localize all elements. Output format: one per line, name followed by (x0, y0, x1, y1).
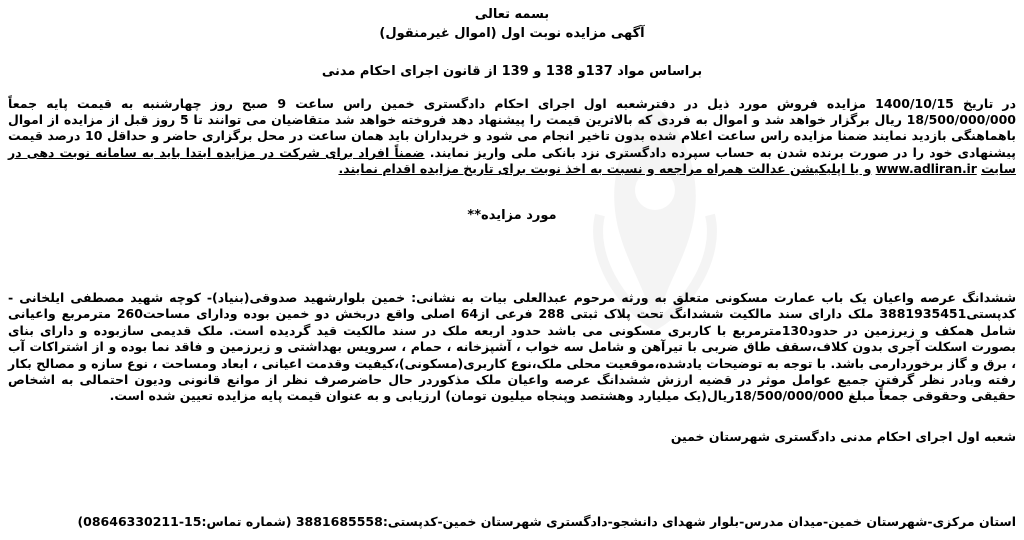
notice-title: آگهی مزایده نوبت اول (اموال غیرمنقول) (379, 26, 645, 41)
issuer-signature-line: شعبه اول اجرای احکام مدنی دادگستری شهرستان خمین (670, 429, 1016, 444)
auction-intro-paragraph (8, 96, 1016, 177)
intro-underlined-end: و یا اپلیکیشن عدالت همراه مراجعه و نسبت به اخذ نوبت برای تاریخ مزایده اقدام نمایند. (338, 160, 872, 176)
basmala-heading: بسمه تعالی (474, 7, 550, 22)
adliran-website-link[interactable]: www.adliran.ir (875, 160, 977, 176)
property-description-paragraph: ششدانگ عرصه واعیان یک باب عمارت مسکونی متعلق به ورثه مرحوم عبدالعلی بیات به نشانی: خمین بلوارشهید صدوقی(بنیاد)- کوچه شهید مصطفی ایلخانی - کدپستی3881935451 ملک دارای سند مالکیت ششدانگ تحت پلاک ثبتی 288 فرعی از64 اصلی واقع دربخش دو خمین بوده ودارای مساحت260 مترمربع واعیانی شامل همکف و زیرزمین در حدود130مترمربع با کاربری مسکونی می باشد حدود اربعه ملک در سند مالکیت قید گردیده است. ملک قدیمی سازبوده و دارای بنای بصورت اسکلت آجری بدون کلاف،سقف طاق ضربی با تیرآهن و شامل سه خواب ، آشپزخانه ، حمام ، سرویس بهداشتی و زیرزمین و فاقد نما بوده و از اشتراکات آب ، برق و گاز برخوردارمی باشد. با توجه به توضیحات یادشده،موقعیت محلی ملک،نوع کاربری(مسکونی)،کیفیت وقدمت اعیانی ، ابعاد ومساحت ، نوع سازه و مصالح بکار رفته وبادر نظر گرفتن جمیع عوامل موثر در قضیه ارزش ششدانگ عرصه واعیان ملک مذکوردر حال حاضرصرف نظر از موانع قانونی ودیون احتمالی به اشخاص حقیقی وحقوقی جمعاً مبلغ 18/500/000/000ریال(یک میلیارد وهشتصد وپنجاه میلیون تومان) ارزیابی و به عنوان قیمت پایه مزایده تعیین شده است. (8, 290, 1016, 404)
footer-address-line: استان مرکزی-شهرستان خمین-میدان مدرس-بلوار شهدای دانشجو-دادگستری شهرستان خمین-کدپستی:3881685558 (شماره تماس:15-08646330211) (77, 514, 1016, 529)
intro-underlined-text: ضمناً افراد برای شرکت در مزایده ابتدا باید به سامانه نوبت دهی در سایت (8, 144, 1016, 176)
legal-basis-line: براساس مواد 137و 138 و 139 از قانون اجرای احکام مدنی (321, 64, 703, 79)
intro-text: در تاریخ 1400/10/15 مزایده فروش مورد ذیل در دفترشعبه اول اجرای احکام دادگستری خمین راس ساعت 9 صبح روز چهارشنبه به قیمت پایه جمعاً 18/500/000/000 ریال برگزار خواهد شد و اموال به فردی که بالاترین قیمت را پیشنهاد دهد فروخته خواهد شد متقاضیان می توانند تا 5 روز قبل از مزایده از اموال باهماهنگی بازدید نمایند ضمنا مزایده راس ساعت اعلام شده بدون تاخیر انجام می شود و خریداران باید همان ساعت در محل برگزاری حاضر و حداقل 10 درصد قیمت پیشنهادی خود را در صورت برنده شدن به حساب سپرده دادگستری نزد بانکی ملی واریز نمایند. (8, 96, 1016, 160)
auction-item-heading: مورد مزایده** (467, 208, 557, 223)
